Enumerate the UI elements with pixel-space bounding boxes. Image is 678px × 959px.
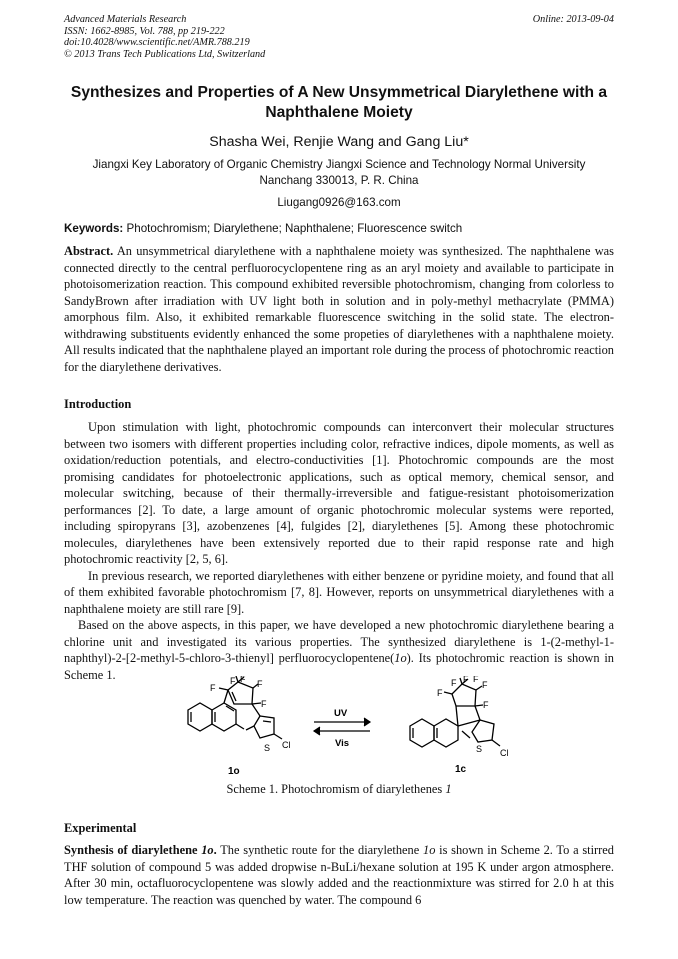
intro-paragraph-2: In previous research, we reported diarylethenes with either benzene or pyridine moiety, and found that all of them exhibited favorable photochromism [7, 8]. However, reports on unsymmetrical diarylethenes with a naphthalene moiety are still rare [9]. [64, 568, 614, 616]
sulfur-atom: S [264, 743, 271, 753]
f-atom: F [463, 676, 469, 684]
chlorine-atom: Cl [500, 748, 509, 758]
keywords-text: Photochromism; Diarylethene; Naphthalene; Fluorescence switch [126, 222, 463, 235]
f-atom: F [473, 676, 479, 684]
caption-compound: 1 [445, 782, 452, 796]
molecule-1o-atoms [210, 676, 291, 777]
f-atom: F [482, 680, 488, 690]
affiliation-line-1: Jiangxi Key Laboratory of Organic Chemistry Jiangxi Science and Technology Normal University [92, 158, 586, 171]
compound-label-1c: 1c [455, 764, 467, 775]
f-atom: F [257, 679, 263, 689]
journal-header [64, 14, 614, 60]
affiliation [60, 157, 618, 189]
intro-p3-compound: 1o [394, 651, 407, 665]
intro-heading: Introduction [64, 397, 132, 411]
journal-doi: doi:10.4028/www.scientific.net/AMR.788.219 [64, 37, 250, 49]
thiophene-ring [472, 720, 494, 742]
caption-text: Scheme 1. Photochromism of diarylethenes [226, 782, 446, 796]
f-atom: F [451, 678, 457, 688]
online-date: Online: 2013-09-04 [532, 14, 614, 25]
keywords [64, 222, 614, 236]
f-atom: F [261, 699, 267, 709]
title-line-2: Naphthalene Moiety [265, 104, 413, 121]
methyl-bond [236, 724, 244, 729]
intro-p3-text-a: Based on the above aspects, in this paper, we have developed a new photochromic diarylethene bearing a chlorine unit and investigated its various properties. The synthesized diarylethene is 1-(2-methyl-1-naphthyl)-2-[2-methyl-5-chloro-3-thienyl] perfluorocyclopentene( [64, 618, 614, 665]
intro-paragraph-3 [64, 617, 614, 683]
abstract-text: An unsymmetrical diarylethene with a naphthalene moiety was synthesized. The naphthalene was connected directly to the central perfluorocyclopentene ring as an aryl moiety and available to participate in photoisomerization reaction. This compound exhibited reversible photochromism, changing from colorless to SandyBrown after irradiation with UV light both in solution and in poly-methyl methacrylate (PMMA) amorphous film. Also, it exhibited remarkable fluorescence switching in the solid state. The electron-withdrawing substituents evidently enhanced the some propeties of diarylethenes with a naphthalene moiety. All results indicated that the naphthalene played an important role during the process of photochromic reaction for the diarylethene derivatives. [64, 244, 614, 374]
f-atom: F [230, 676, 236, 686]
thiophene-ring [254, 716, 274, 738]
intro-paragraph-1: Upon stimulation with light, photochromic compounds can interconvert their molecular structures between two isomers with different properties including color, refractive indices, dipole moments, as well as oxidation/reduction potentials, and electro-conductivities [1]. Photochromic compounds are the most promising candidates for photoelectronic applications, such as optical memory, chemical sensor, and molecular switching, because of their thermally-irreversible and fatigue-resistant photoisomerization performances [2]. To date, a large amount of organic photochromic molecular systems were reported, including spiropyrans [3], azobenzenes [4], fulgides [2], diarylethenes [5]. Among these photochromic molecules, diarylethenes have been extensively reported due to their rapid response rate and high photochromic reactivity [2, 5, 6]. [64, 420, 614, 566]
journal-name: Advanced Materials Research [64, 14, 187, 25]
chlorine-atom: Cl [282, 740, 291, 750]
author-email: Liugang0926@163.com [277, 196, 401, 209]
synthesis-label-text: Synthesis of diarylethene [64, 843, 202, 857]
synthesis-paragraph [64, 842, 614, 908]
synthesis-compound: 1o [423, 843, 436, 857]
molecule-1c-atoms [437, 676, 509, 775]
scheme-1-figure [170, 676, 510, 780]
f-atom: F [210, 683, 216, 693]
keywords-label: Keywords: [64, 222, 124, 235]
journal-copyright: © 2013 Trans Tech Publications Ltd, Switzerland [64, 48, 266, 60]
vis-label: Vis [335, 738, 350, 749]
introduction-body [64, 419, 614, 683]
reaction-arrows [314, 718, 370, 735]
compound-label-1o: 1o [228, 766, 240, 777]
experimental-body [64, 842, 614, 908]
author-list: Shasha Wei, Renjie Wang and Gang Liu* [209, 134, 469, 150]
uv-label: UV [334, 708, 348, 719]
methyl-bond [462, 731, 470, 738]
synthesis-label: Synthesis of diarylethene 1o. [64, 843, 217, 857]
title-line-1: Synthesizes and Properties of A New Unsymmetrical Diarylethene with a [70, 84, 608, 101]
paper-title [60, 83, 618, 123]
scheme-1-caption [60, 782, 618, 797]
synthesis-text-a: The synthetic route for the diarylethene [216, 843, 423, 857]
affiliation-line-2: Nanchang 330013, P. R. China [259, 174, 419, 187]
intro-p3-text-b: ). Its photochromic reaction is shown in Scheme 1. [64, 651, 614, 682]
abstract [64, 243, 614, 375]
sulfur-atom: S [476, 744, 483, 754]
synthesis-text-b: is shown in Scheme 2. To a stirred THF solution of compound 5 was added dropwise n-BuLi/hexane solution at 195 K under argon atmosphere. After 30 min, octafluorocyclopentene was slowly added and the reactionmixture was stirred for 2.0 h at this low temperature. The reaction was quenched by water. The compound 6 [64, 843, 614, 907]
abstract-label: Abstract. [64, 244, 114, 258]
f-atom: F [483, 700, 489, 710]
experimental-heading: Experimental [64, 821, 137, 835]
synthesis-label-compound: 1o [201, 843, 214, 857]
f-atom: F [240, 676, 246, 684]
f-atom: F [437, 688, 443, 698]
journal-issn: ISSN: 1662-8985, Vol. 788, pp 219-222 [64, 25, 225, 37]
scheme-1-drawing [170, 676, 510, 780]
